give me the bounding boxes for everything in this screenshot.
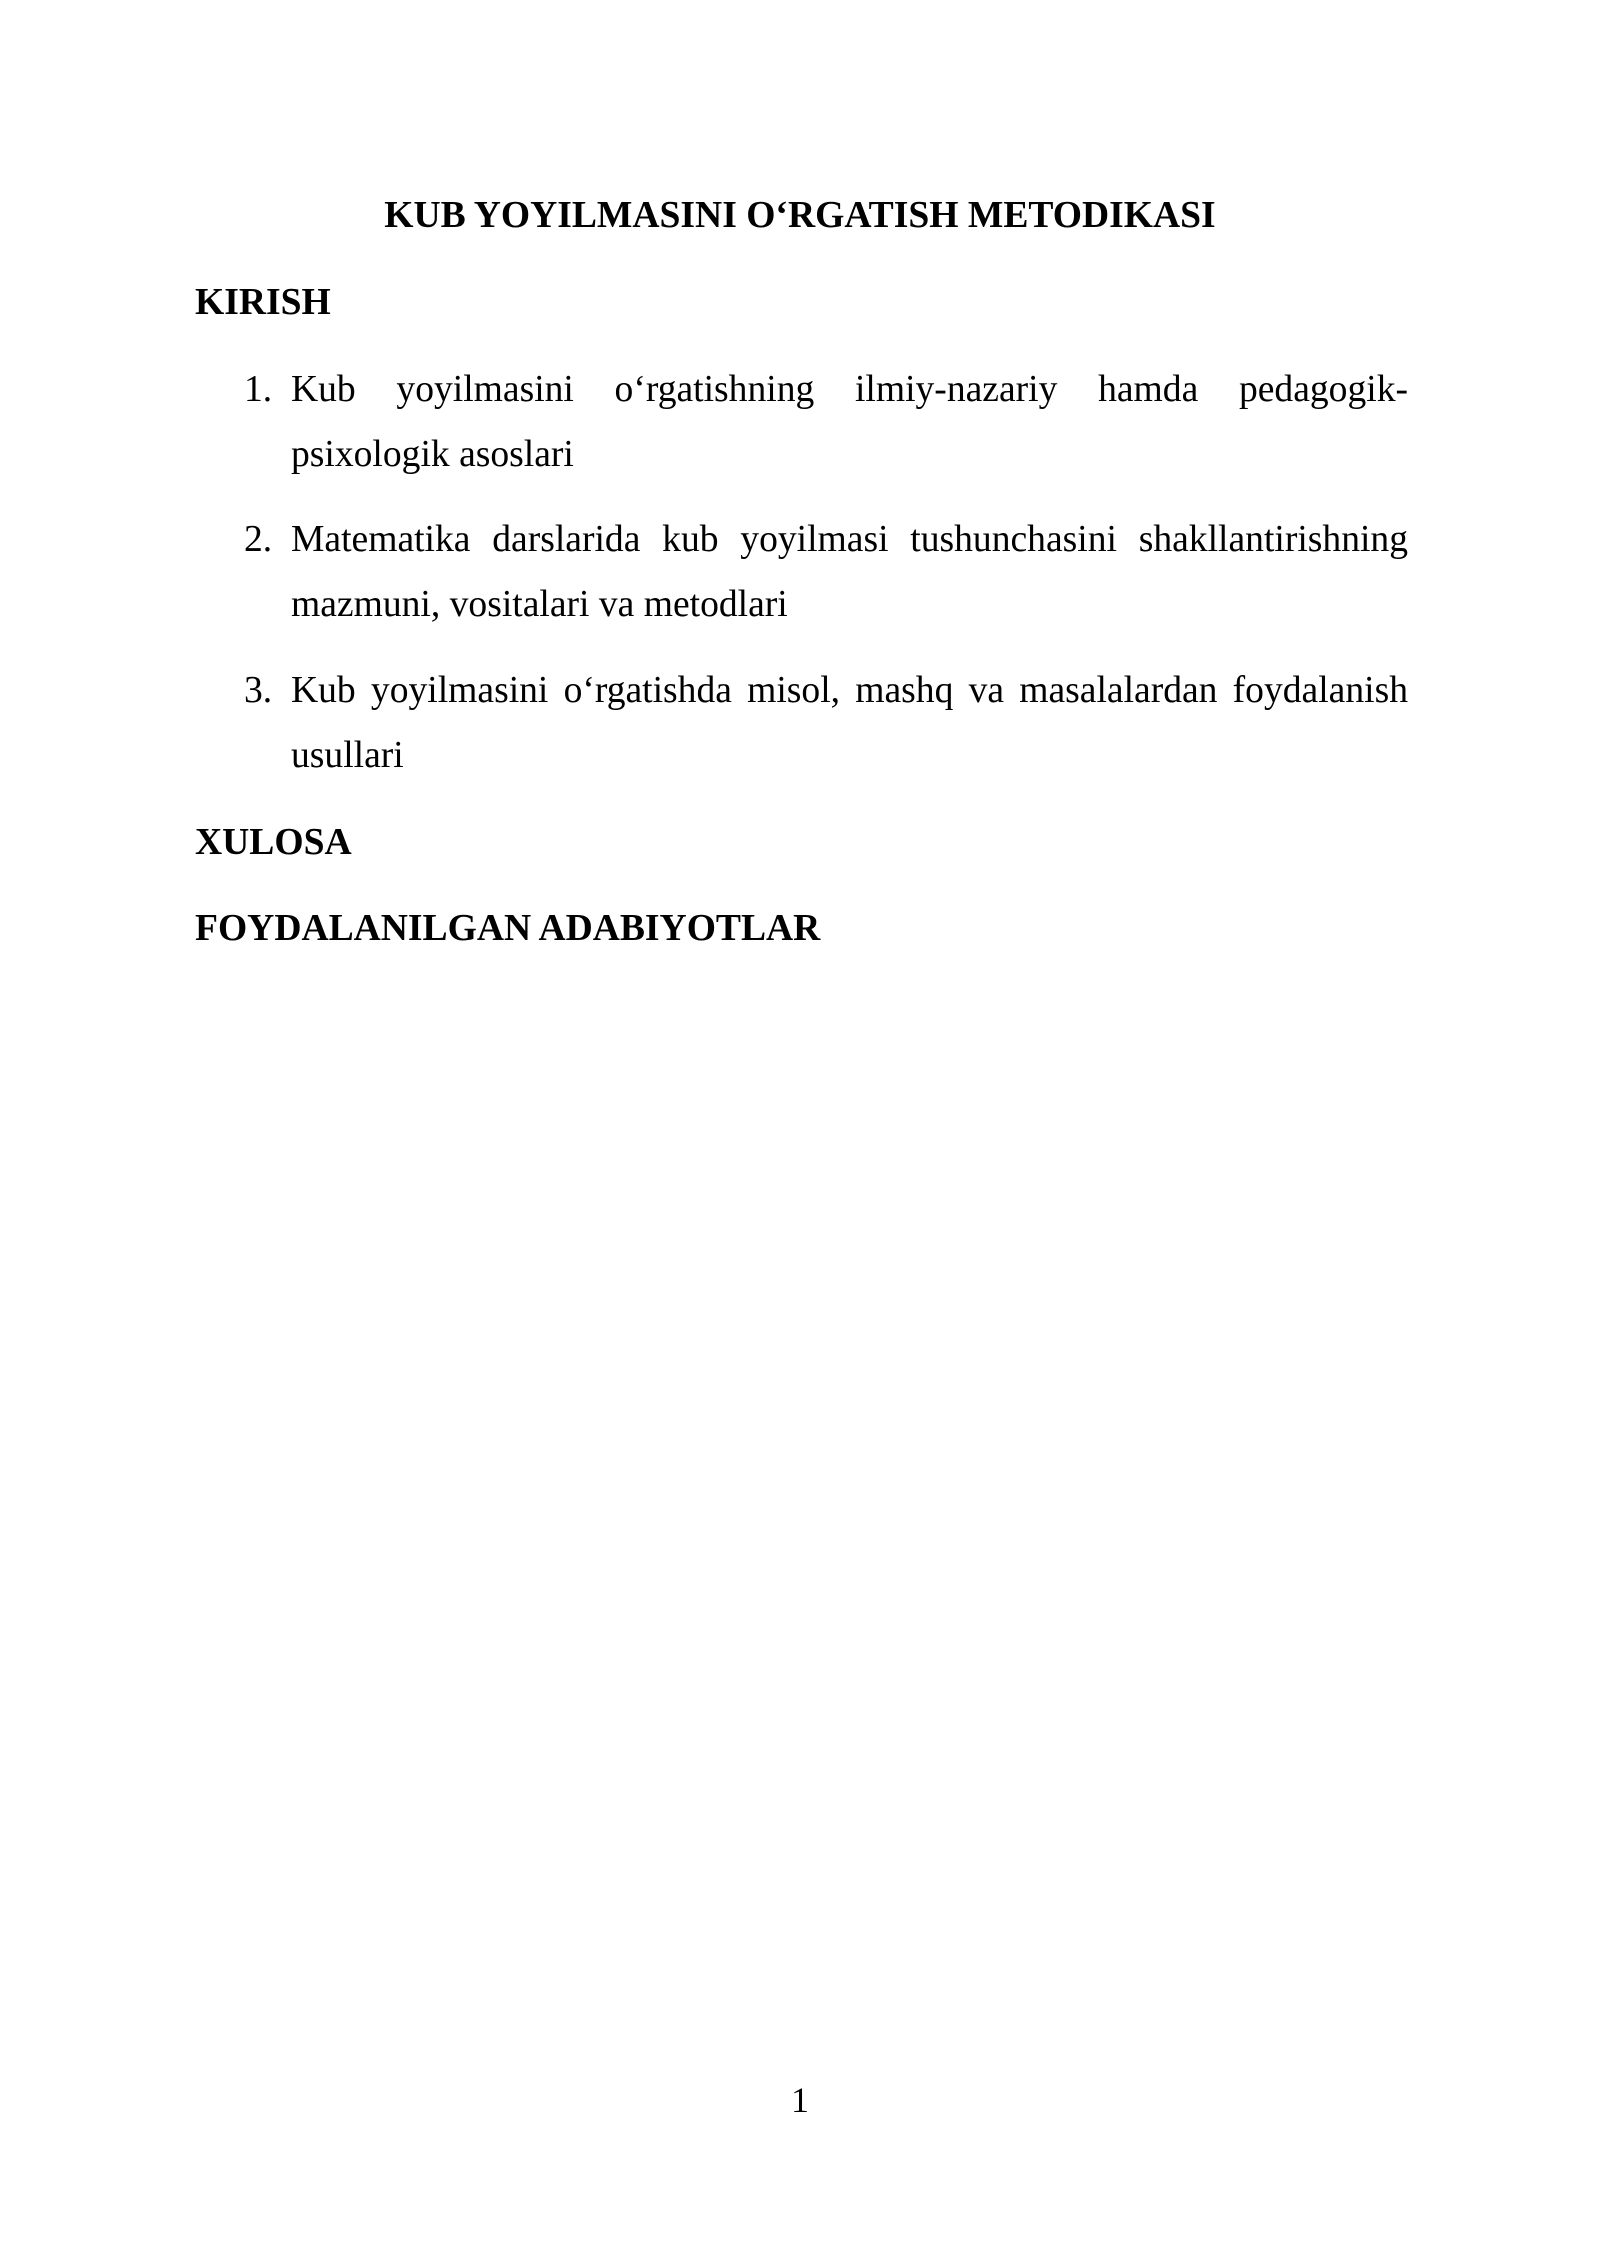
page-number: 1 <box>791 2080 809 2120</box>
toc-item-number: 2. <box>244 519 273 560</box>
toc-item-text: Kub yoyilmasini o‘rgatishning ilmiy-nazariy hamda pedagogik-psixologik asoslari <box>291 369 1408 475</box>
heading-introduction: KIRISH <box>195 282 331 323</box>
toc-item-number: 3. <box>244 670 273 711</box>
toc-item-number: 1. <box>244 369 273 410</box>
toc-item-2 <box>244 507 1408 637</box>
heading-conclusion: XULOSA <box>195 822 352 863</box>
toc-item-text: Kub yoyilmasini o‘rgatishda misol, mashq va masalalardan foydalanish usullari <box>291 670 1408 776</box>
document-title: KUB YOYILMASINI O‘RGATISH METODIKASI <box>384 195 1216 236</box>
toc-item-3 <box>244 658 1408 788</box>
toc-item-text: Matematika darslarida kub yoyilmasi tushunchasini shakllantirishning mazmuni, vositalari va metodlari <box>291 519 1408 625</box>
toc-item-1 <box>244 357 1408 487</box>
heading-references: FOYDALANILGAN ADABIYOTLAR <box>195 908 821 949</box>
